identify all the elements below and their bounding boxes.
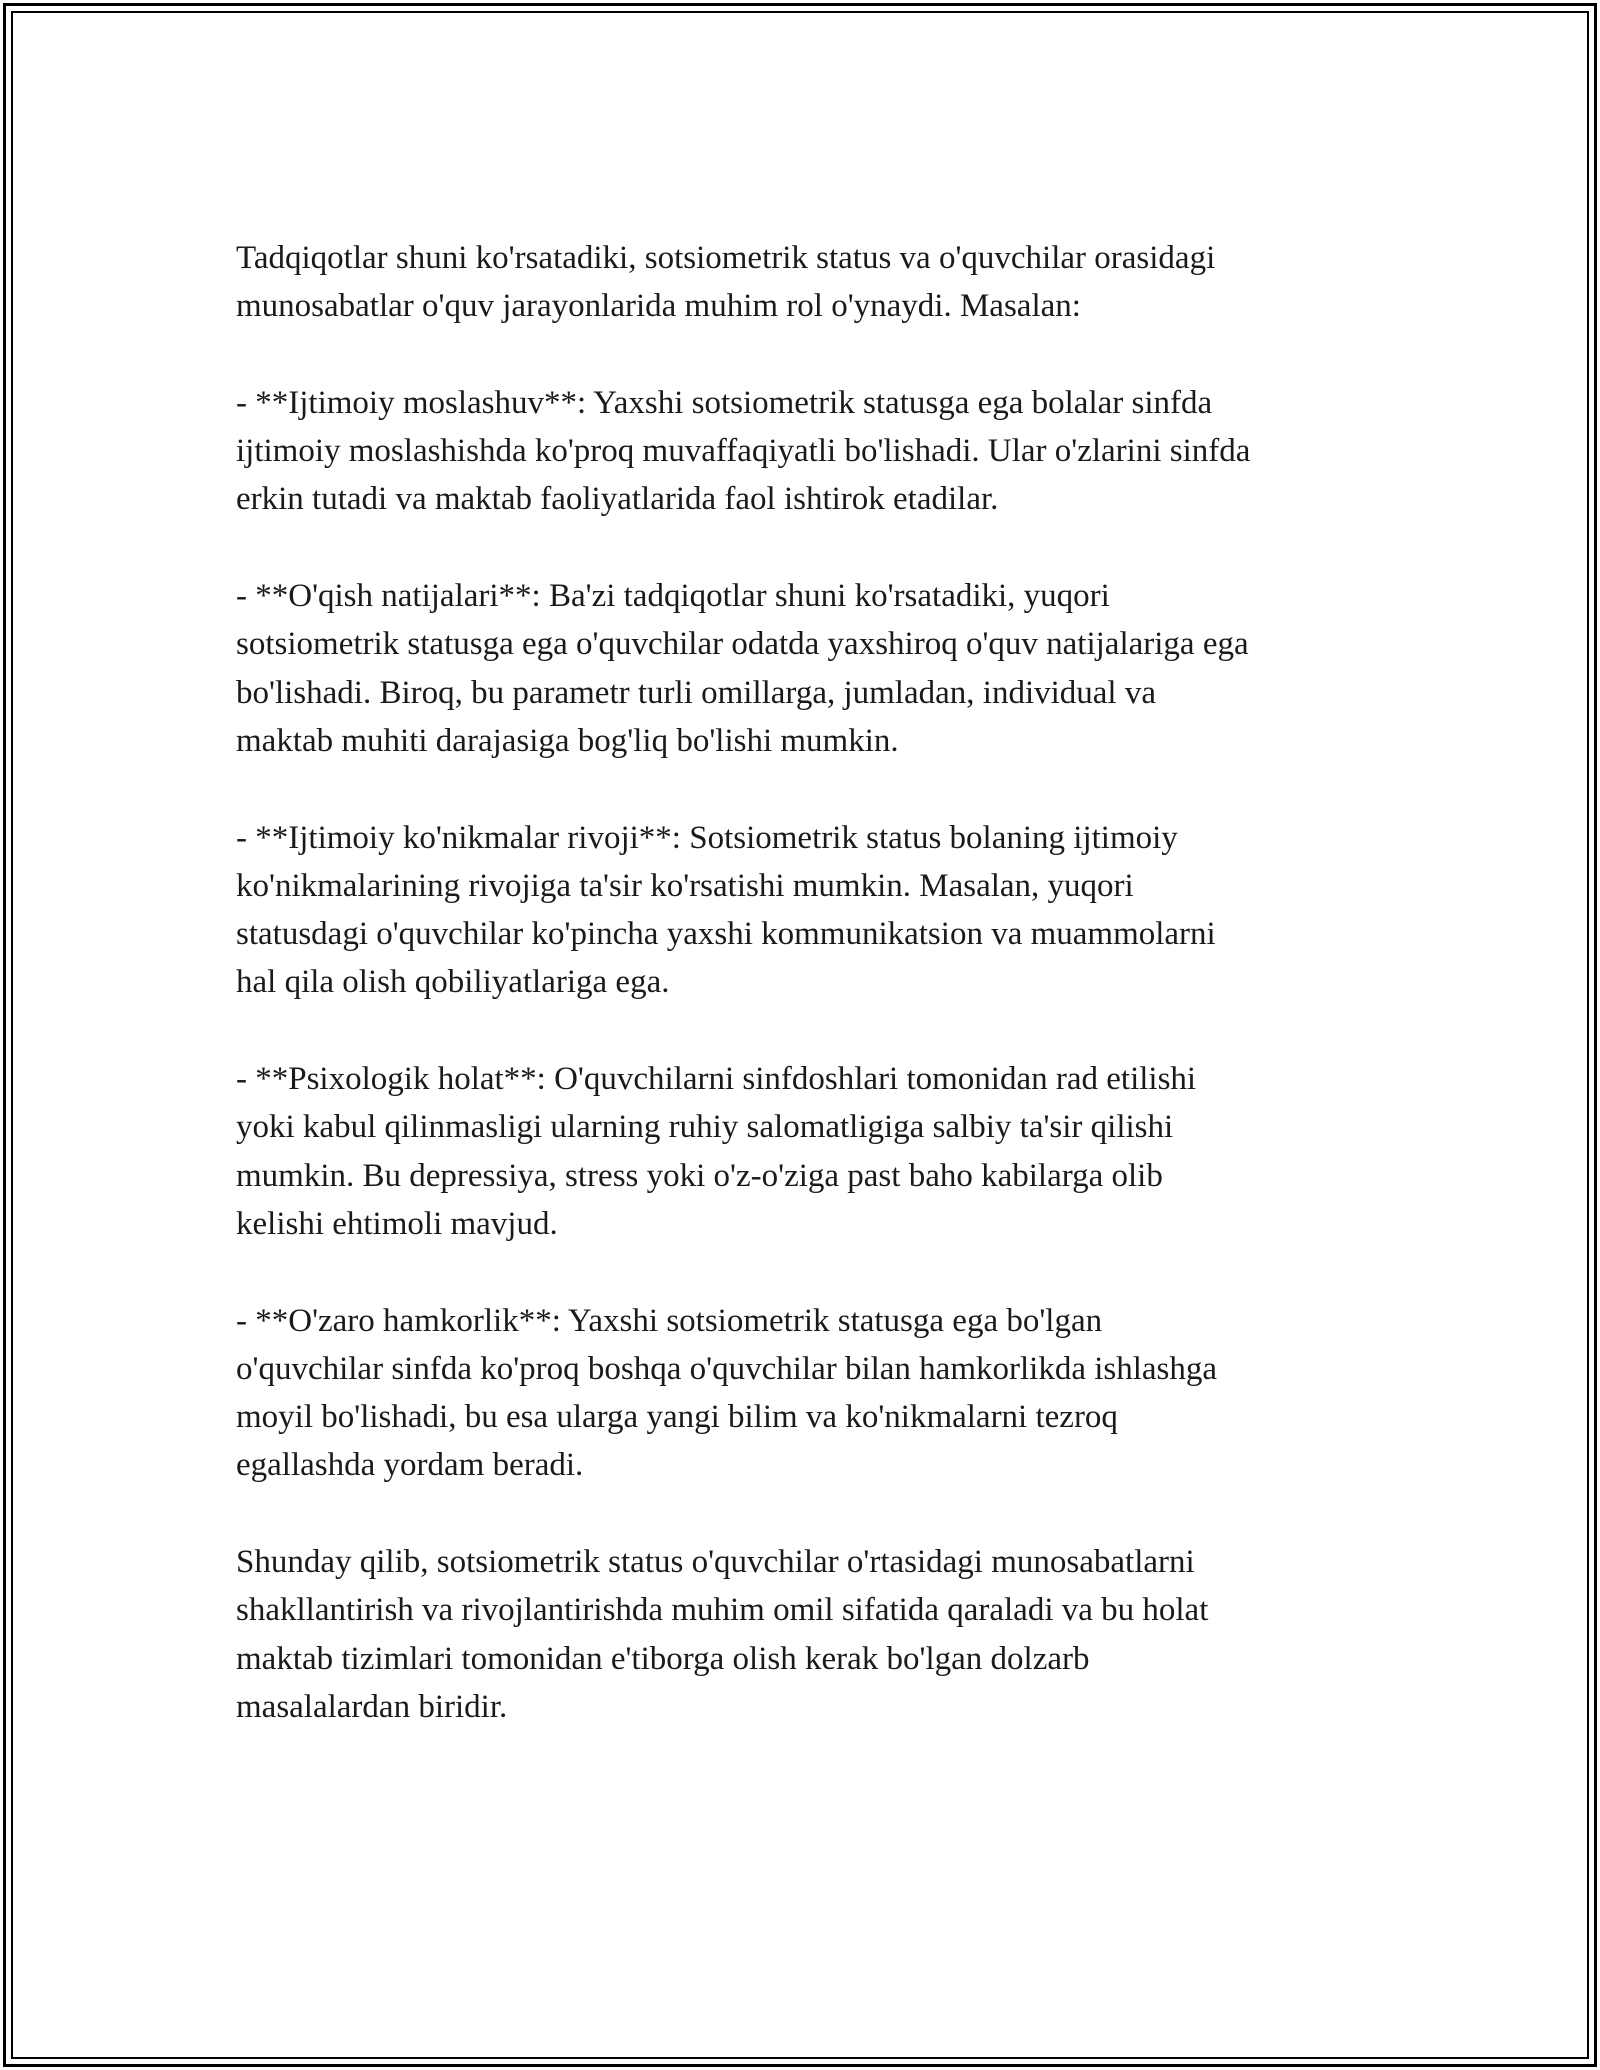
- paragraph-cooperation: - **O'zaro hamkorlik**: Yaxshi sotsiometrik statusga ega bo'lgan o'quvchilar sinfda ko'proq boshqa o'quvchilar bilan hamkorlikda ishlashga moyil bo'lishadi, bu esa ularga yangi bilim va ko'nikmalarni tezroq egallashda yordam beradi.: [236, 1302, 1218, 1484]
- paragraph-social-adaptation: - **Ijtimoiy moslashuv**: Yaxshi sotsiometrik statusga ega bolalar sinfda ijtimoiy moslashishda ko'proq muvaffaqiyatli bo'lishadi. Ular o'zlarini sinfda erkin tutadi va maktab faoliyatlarida faol ishtirok etadilar.: [236, 384, 1251, 518]
- intro-paragraph: Tadqiqotlar shuni ko'rsatadiki, sotsiometrik status va o'quvchilar orasidagi munosabatlar o'quv jarayonlarida muhim rol o'ynaydi. Masalan:: [236, 240, 1216, 325]
- conclusion-paragraph: Shunday qilib, sotsiometrik status o'quvchilar o'rtasidagi munosabatlarni shakllantirish va rivojlantirishda muhim omil sifatida qaraladi va bu holat maktab tizimlari tomonidan e'tiborga olish kerak bo'lgan dolzarb masalalardan biridir.: [236, 1544, 1209, 1725]
- paragraph-social-skills: - **Ijtimoiy ko'nikmalar rivoji**: Sotsiometrik status bolaning ijtimoiy ko'nikmalarining rivojiga ta'sir ko'rsatishi mumkin. Masalan, yuqori statusdagi o'quvchilar ko'pincha yaxshi kommunikatsion va muammolarni hal qila olish qobiliyatlariga ega.: [236, 819, 1216, 1001]
- paragraph-psychological-state: - **Psixologik holat**: O'quvchilarni sinfdoshlari tomonidan rad etilishi yoki kabul qilinmasligi ularning ruhiy salomatligiga salbiy ta'sir qilishi mumkin. Bu depressiya, stress yoki o'z-o'ziga past baho kabilarga olib kelishi ehtimoli mavjud.: [236, 1061, 1197, 1242]
- document-body: [236, 234, 1386, 1731]
- paragraph-learning-outcomes: - **O'qish natijalari**: Ba'zi tadqiqotlar shuni ko'rsatadiki, yuqori sotsiometrik statusga ega o'quvchilar odatda yaxshiroq o'quv natijalariga ega bo'lishadi. Biroq, bu parametr turli omillarga, jumladan, individual va maktab muhiti darajasiga bog'liq bo'lishi mumkin.: [236, 578, 1249, 759]
